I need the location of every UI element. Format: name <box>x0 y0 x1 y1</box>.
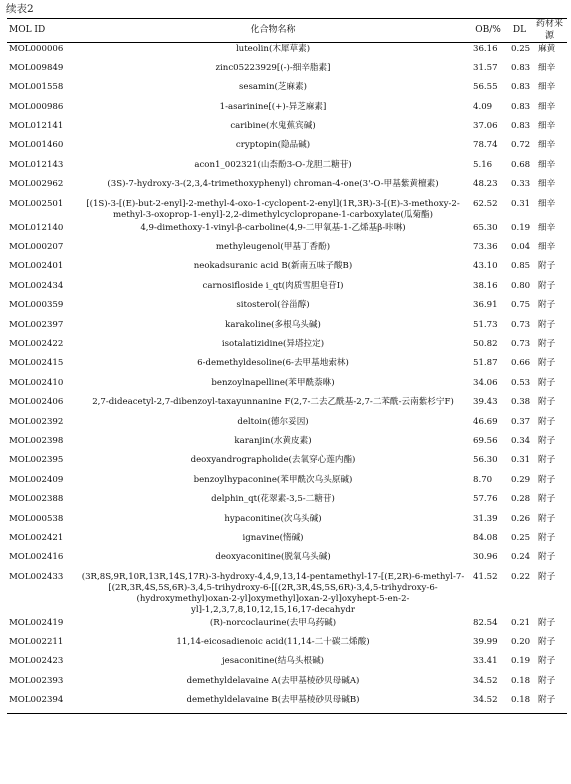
source-cell: 细辛 <box>538 62 556 73</box>
table-row <box>7 178 567 197</box>
ob-cell: 84.08 <box>473 532 498 543</box>
ob-cell: 8.70 <box>473 474 493 485</box>
mol-id-cell: MOL002397 <box>9 319 64 330</box>
dl-cell: 0.21 <box>511 617 531 628</box>
source-cell: 附子 <box>538 377 556 388</box>
table-row <box>7 319 567 338</box>
ob-cell: 38.16 <box>473 280 498 291</box>
compound-name-cell: deoxyaconitine(脱氧乌头碱) <box>215 552 331 563</box>
table-row <box>7 81 567 100</box>
table-row <box>7 571 567 617</box>
mol-id-cell: MOL000538 <box>9 513 64 524</box>
source-cell: 附子 <box>538 637 556 648</box>
ob-cell: 36.91 <box>473 300 498 311</box>
mol-id-cell: MOL000986 <box>9 101 64 112</box>
table-row <box>7 241 567 260</box>
dl-cell: 0.73 <box>511 339 531 349</box>
table-row <box>7 120 567 139</box>
mol-id-cell: MOL001460 <box>9 140 64 151</box>
compound-name-cell: delphin_qt(花翠素-3,5-二糖苷) <box>211 494 335 505</box>
mol-id-cell: MOL002419 <box>9 617 64 628</box>
table-header <box>7 19 567 43</box>
ob-cell: 30.96 <box>473 552 498 563</box>
source-cell: 附子 <box>538 617 556 628</box>
source-cell: 附子 <box>538 474 556 485</box>
header-mol-id: MOL ID <box>7 19 77 43</box>
source-cell: 细辛 <box>538 121 556 132</box>
mol-id-cell: MOL002410 <box>9 377 64 388</box>
compound-name-cell: karanjin(水黄皮素) <box>234 435 312 446</box>
ob-cell: 50.82 <box>473 339 498 349</box>
mol-id-cell: MOL002392 <box>9 416 64 427</box>
ob-cell: 69.56 <box>473 435 498 446</box>
dl-cell: 0.18 <box>507 694 532 713</box>
header-compound-name: 化合物名称 <box>77 19 469 43</box>
compound-name-cell: luteolin(木犀草素) <box>235 44 311 55</box>
ob-cell: 34.52 <box>473 675 498 686</box>
compound-name-cell: 4,9-dimethoxy-1-vinyl-β-carboline(4,9-二甲氧基-1-乙烯基β-咔啉) <box>140 222 406 233</box>
compound-table <box>7 18 567 714</box>
table-row <box>7 454 567 473</box>
table-row <box>7 655 567 674</box>
dl-cell: 0.75 <box>511 300 531 311</box>
compound-name-cell: benzoylnapelline(苯甲酰萘咻) <box>211 377 335 388</box>
mol-id-cell: MOL002422 <box>9 339 64 349</box>
dl-cell: 0.28 <box>511 494 531 505</box>
dl-cell: 0.25 <box>511 532 531 543</box>
mol-id-cell: MOL012140 <box>9 222 64 233</box>
dl-cell: 0.31 <box>511 198 531 209</box>
source-cell: 附子 <box>538 300 556 311</box>
dl-cell: 0.20 <box>511 637 531 648</box>
mol-id-cell: MOL002394 <box>7 694 77 713</box>
mol-id-cell: MOL002409 <box>9 474 64 485</box>
ob-cell: 36.16 <box>473 44 498 55</box>
dl-cell: 0.37 <box>511 416 531 427</box>
compound-name-cell: 1-asarinine[(+)-异芝麻素] <box>219 101 327 112</box>
compound-name-cell: hypaconitine(次乌头碱) <box>224 513 322 524</box>
source-cell: 附子 <box>538 455 556 466</box>
source-cell: 附子 <box>538 656 556 667</box>
source-cell: 细辛 <box>538 101 556 112</box>
mol-id-cell: MOL002398 <box>9 435 64 446</box>
ob-cell: 31.57 <box>473 62 498 73</box>
table-row <box>7 43 567 62</box>
dl-cell: 0.04 <box>511 242 531 253</box>
table-row <box>7 396 567 415</box>
table-row <box>7 694 567 713</box>
dl-cell: 0.24 <box>511 552 531 563</box>
table-row <box>7 416 567 435</box>
ob-cell: 46.69 <box>473 416 498 427</box>
compound-name-cell: (3S)-7-hydroxy-3-(2,3,4-trimethoxyphenyl) chroman-4-one(3'-O-甲基紫黄檀素) <box>107 179 439 190</box>
mol-id-cell: MOL000207 <box>9 242 64 253</box>
table-row <box>7 474 567 493</box>
source-cell: 附子 <box>538 675 556 686</box>
dl-cell: 0.18 <box>511 675 531 686</box>
mol-id-cell: MOL000359 <box>9 300 64 311</box>
dl-cell: 0.83 <box>511 121 531 132</box>
mol-id-cell: MOL002388 <box>9 494 64 505</box>
table-row <box>7 551 567 570</box>
source-cell: 细辛 <box>538 242 556 253</box>
ob-cell: 57.76 <box>473 494 498 505</box>
compound-name-cell: isotalatizidine(异塔拉定) <box>221 339 325 349</box>
dl-cell: 0.66 <box>511 358 531 369</box>
ob-cell: 65.30 <box>473 222 498 233</box>
table-row <box>7 377 567 396</box>
ob-cell: 34.06 <box>473 377 498 388</box>
mol-id-cell: MOL002433 <box>9 571 64 582</box>
dl-cell: 0.29 <box>511 474 531 485</box>
table-caption: 续表2 <box>6 3 34 15</box>
table-row <box>7 636 567 655</box>
source-cell: 附子 <box>538 358 556 369</box>
source-cell: 附子 <box>538 339 556 349</box>
dl-cell: 0.68 <box>511 159 531 170</box>
dl-cell: 0.53 <box>511 377 531 388</box>
table-row <box>7 493 567 512</box>
source-cell: 麻黄 <box>538 44 556 55</box>
dl-cell: 0.80 <box>511 280 531 291</box>
ob-cell: 56.55 <box>473 82 498 93</box>
mol-id-cell: MOL002415 <box>9 358 64 369</box>
mol-id-cell: MOL002416 <box>9 552 64 563</box>
ob-cell: 62.52 <box>473 198 498 209</box>
mol-id-cell: MOL002501 <box>9 198 64 209</box>
dl-cell: 0.83 <box>511 101 531 112</box>
compound-name-cell: ignavine(惰碱) <box>242 532 304 543</box>
dl-cell: 0.22 <box>511 571 531 582</box>
source-cell: 附子 <box>538 571 556 582</box>
ob-cell: 73.36 <box>473 242 498 253</box>
source-cell: 细辛 <box>538 222 556 233</box>
compound-name-cell: zinc05223929[(-)-细辛脂素] <box>215 62 331 73</box>
compound-name-cell: karakoline(多根乌头碱) <box>225 319 321 330</box>
dl-cell: 0.19 <box>511 656 531 667</box>
source-cell: 附子 <box>532 694 567 713</box>
mol-id-cell: MOL009849 <box>9 62 64 73</box>
table-row <box>7 101 567 120</box>
dl-cell: 0.72 <box>511 140 531 151</box>
mol-id-cell: MOL000006 <box>9 44 64 55</box>
compound-name-cell: benzoylhypaconine(苯甲酰次乌头原碱) <box>193 474 353 485</box>
mol-id-cell: MOL002406 <box>9 397 64 408</box>
header-dl: DL <box>507 19 532 43</box>
compound-name-cell: sesamin(芝麻素) <box>239 82 307 93</box>
compound-name-cell: (3R,8S,9R,10R,13R,14S,17R)-3-hydroxy-4,4,9,13,14-pentamethyl-17-[(E,2R)-6-methyl-7-[(2R,3R,4S,5S,6R)-3,4,5-trihydroxy-6-[[(2R,3R,4S,5S,6R)-3,4,5-trihydroxy-6-(hydroxymethyl)oxan-2-yl]oxymethyl]oxan-2-yl]oxyhept-5-en-2-yl]-1,2,3,7,8,10,12,15,16,17-decahydr <box>81 571 465 615</box>
ob-cell: 37.06 <box>473 121 498 132</box>
dl-cell: 0.33 <box>511 179 531 190</box>
compound-name-cell: neokadsuranic acid B(新南五味子酸B) <box>193 261 353 272</box>
compound-name-cell: sitosterol(谷甾醇) <box>236 300 310 311</box>
compound-name-cell: demethyldelavaine A(去甲基棱砂贝母碱A) <box>186 675 360 686</box>
ob-cell: 4.09 <box>473 101 493 112</box>
ob-cell: 48.23 <box>473 179 498 190</box>
source-cell: 附子 <box>538 435 556 446</box>
dl-cell: 0.19 <box>511 222 531 233</box>
compound-name-cell: cryptopin(隐品碱) <box>235 140 311 151</box>
dl-cell: 0.26 <box>511 513 531 524</box>
mol-id-cell: MOL002395 <box>9 455 64 466</box>
table-row <box>7 198 567 222</box>
ob-cell: 78.74 <box>473 140 498 151</box>
ob-cell: 56.30 <box>473 455 498 466</box>
table-row <box>7 139 567 158</box>
ob-cell: 34.52 <box>469 694 507 713</box>
mol-id-cell: MOL012141 <box>9 121 64 132</box>
table-row <box>7 62 567 81</box>
table-row <box>7 159 567 178</box>
table-row <box>7 513 567 532</box>
ob-cell: 41.52 <box>473 571 498 582</box>
table-row <box>7 675 567 694</box>
ob-cell: 82.54 <box>473 617 498 628</box>
source-cell: 细辛 <box>538 198 556 209</box>
dl-cell: 0.83 <box>511 62 531 73</box>
mol-id-cell: MOL002434 <box>9 280 64 291</box>
table-row <box>7 280 567 299</box>
mol-id-cell: MOL002423 <box>9 656 64 667</box>
ob-cell: 43.10 <box>473 261 498 272</box>
compound-name-cell: carnosifloside i_qt(肉质雪胆皂苷I) <box>202 280 344 291</box>
table-row <box>7 222 567 241</box>
mol-id-cell: MOL012143 <box>9 159 64 170</box>
compound-name-cell: 2,7-dideacetyl-2,7-dibenzoyl-taxayunnanine F(2,7-二去乙酰基-2,7-二苯酰-云南紫杉宁F) <box>92 397 454 408</box>
source-cell: 细辛 <box>538 159 556 170</box>
source-cell: 附子 <box>538 513 556 524</box>
compound-name-cell: jesaconitine(结乌头根碱) <box>221 656 325 667</box>
ob-cell: 51.87 <box>473 358 498 369</box>
source-cell: 附子 <box>538 261 556 272</box>
compound-name-cell: methyleugenol(甲基丁香酚) <box>215 242 331 253</box>
source-cell: 附子 <box>538 397 556 408</box>
mol-id-cell: MOL002421 <box>9 532 64 543</box>
ob-cell: 31.39 <box>473 513 498 524</box>
source-cell: 附子 <box>538 532 556 543</box>
mol-id-cell: MOL002401 <box>9 261 64 272</box>
dl-cell: 0.34 <box>511 435 531 446</box>
ob-cell: 5.16 <box>473 159 493 170</box>
source-cell: 附子 <box>538 319 556 330</box>
dl-cell: 0.73 <box>511 319 531 330</box>
source-cell: 细辛 <box>538 82 556 93</box>
mol-id-cell: MOL002211 <box>9 637 64 648</box>
compound-name-cell: 11,14-eicosadienoic acid(11,14-二十碳二烯酸) <box>176 637 370 648</box>
dl-cell: 0.85 <box>511 261 531 272</box>
header-ob: OB/% <box>469 19 507 43</box>
table-body <box>7 43 567 714</box>
table-row <box>7 532 567 551</box>
table-row <box>7 260 567 279</box>
source-cell: 细辛 <box>538 140 556 151</box>
ob-cell: 39.43 <box>473 397 498 408</box>
ob-cell: 51.73 <box>473 319 498 330</box>
compound-name-cell: deoxyandrographolide(去氧穿心莲内酯) <box>190 455 356 466</box>
dl-cell: 0.25 <box>511 44 531 55</box>
table-row <box>7 299 567 318</box>
dl-cell: 0.38 <box>511 397 531 408</box>
compound-name-cell: [(1S)-3-[(E)-but-2-enyl]-2-methyl-4-oxo-1-cyclopent-2-enyl](1R,3R)-3-[(E)-3-methoxy-2-methyl-3-oxoprop-1-enyl]-2,2-dimethylcyclopropane-1-carboxylate(瓜菊酯) <box>86 198 460 220</box>
source-cell: 细辛 <box>538 179 556 190</box>
source-cell: 附子 <box>538 280 556 291</box>
mol-id-cell: MOL001558 <box>9 82 64 93</box>
ob-cell: 39.99 <box>473 637 498 648</box>
compound-name-cell: (R)-norcoclaurine(去甲乌药碱) <box>209 617 337 628</box>
source-cell: 附子 <box>538 552 556 563</box>
compound-name-cell: acon1_002321(山柰酚3-O-龙胆二糖苷) <box>194 159 352 170</box>
mol-id-cell: MOL002962 <box>9 179 64 190</box>
table-row <box>7 357 567 376</box>
compound-name-cell: deltoin(德尔妥因) <box>237 416 309 427</box>
source-cell: 附子 <box>538 416 556 427</box>
compound-name-cell: caribine(水鬼蕉宾碱) <box>230 121 316 132</box>
source-cell: 附子 <box>538 494 556 505</box>
mol-id-cell: MOL002393 <box>9 675 64 686</box>
table-row <box>7 435 567 454</box>
dl-cell: 0.31 <box>511 455 531 466</box>
table-row <box>7 617 567 636</box>
dl-cell: 0.83 <box>511 82 531 93</box>
ob-cell: 33.41 <box>473 656 498 667</box>
compound-name-cell: demethyldelavaine B(去甲基棱砂贝母碱B) <box>77 694 469 713</box>
compound-name-cell: 6-demethyldesoline(6-去甲基地索林) <box>197 358 349 369</box>
table-row <box>7 338 567 357</box>
header-source: 药材来源 <box>532 19 567 43</box>
